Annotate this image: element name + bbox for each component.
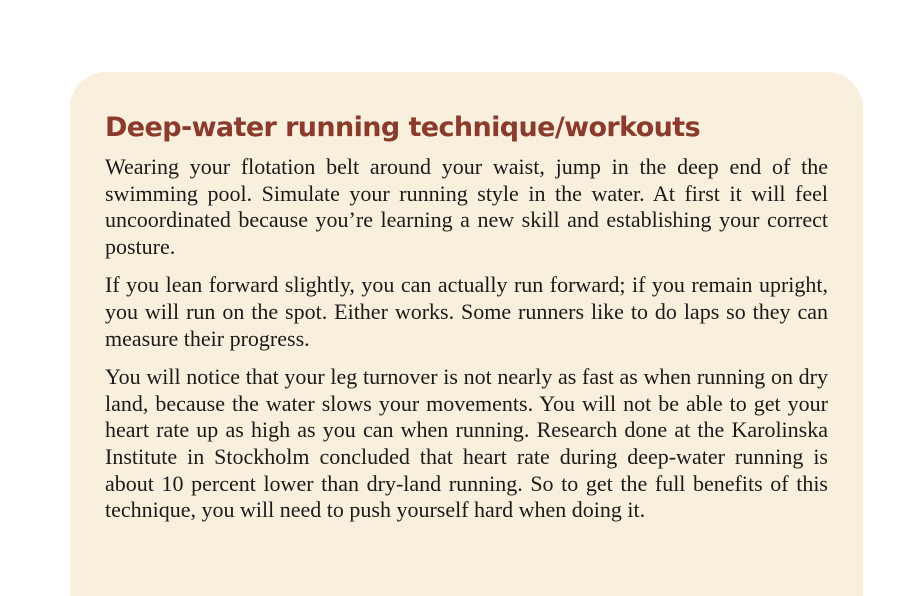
sidebar-box — [70, 72, 863, 596]
paragraph-2: If you lean forward slightly, you can actually run forward; if you remain upright, you will run on the spot. Either works. Some runners like to do laps so they can measure their progress. — [105, 272, 828, 351]
paragraph-3: You will notice that your leg turnover is not nearly as fast as when running on dry land, because the water slows your movements. You will not be able to get your heart rate up as high as you can when running. Research done at the Karolinska Institute in Stockholm concluded that heart rate during deep-water running is about 10 percent lower than dry-land running. So to get the full benefits of this technique, you will need to push yourself hard when doing it. — [105, 364, 828, 523]
sidebar-title: Deep-water running technique/workouts — [105, 112, 701, 143]
paragraph-1: Wearing your flotation belt around your waist, jump in the deep end of the swimming pool. Simulate your running style in the water. At first it will feel uncoordinated because you’re learning a new skill and establishing your correct posture. — [105, 154, 828, 259]
